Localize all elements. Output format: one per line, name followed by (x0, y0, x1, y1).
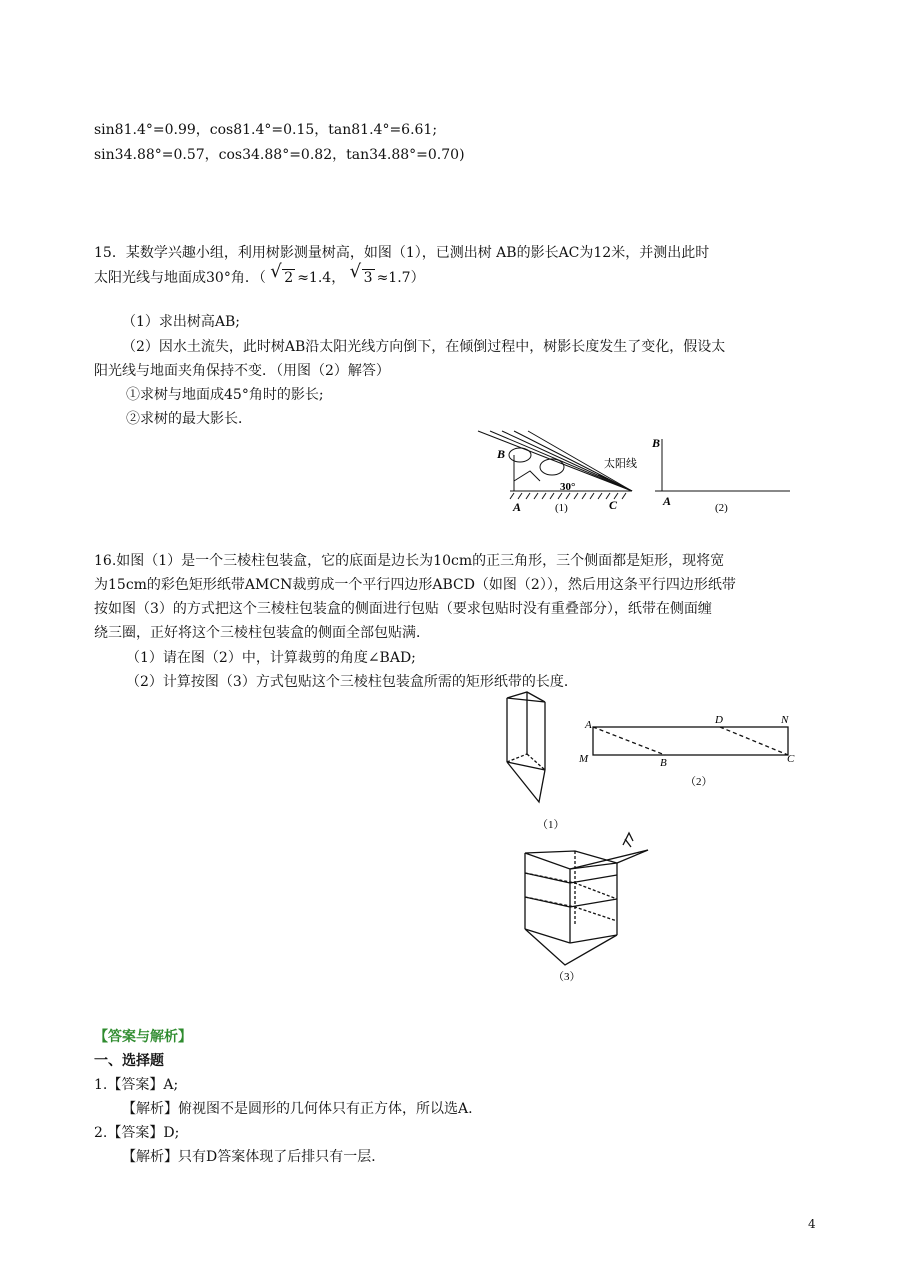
fig16-3-caption: （3） (553, 971, 581, 983)
q16-line-1: 16.如图（1）是一个三棱柱包装盒，它的底面是边长为10cm的正三角形，三个侧面都是矩形，现将宽 (94, 553, 725, 569)
q16-figures-1-2 (495, 690, 805, 840)
fig16-1-caption: （1） (537, 819, 565, 831)
fig2-label-B: B (652, 436, 661, 450)
fig16-2-label-A: A (585, 719, 592, 731)
q15-line-2-text: 太阳光线与地面成30°角．（ (94, 270, 266, 286)
q15-line-1: 15．某数学兴趣小组，利用树影测量树高，如图（1），已测出树 AB的影长AC为12米，并测出此时 (94, 245, 710, 261)
fig2-label-A: A (663, 494, 672, 508)
fig16-2-label-M: M (579, 753, 589, 765)
q16-figure-3 (515, 825, 660, 985)
fig16-2-label-N: N (781, 714, 789, 726)
fig16-2-label-B: B (660, 757, 667, 769)
answer-1: 1.【答案】A; (94, 1077, 179, 1093)
q15-sub-1: ①求树与地面成45°角时的影长; (126, 387, 324, 403)
trig-line-1: sin81.4°=0.99，cos81.4°=0.15，tan81.4°=6.61; (94, 122, 438, 138)
q15-part-2b: 阳光线与地面夹角保持不变．（用图（2）解答） (94, 363, 390, 379)
answer-2: 2.【答案】D; (94, 1125, 180, 1141)
approx-3: ≈1.7） (376, 270, 425, 286)
fig1-caption: (1) (555, 502, 568, 514)
q16-line-3: 按如图（3）的方式把这个三棱柱包装盒的侧面进行包贴（要求包贴时没有重叠部分），纸带在侧面缠 (94, 601, 712, 617)
q15-part-1: （1）求出树高AB; (122, 314, 241, 330)
trig-line-2: sin34.88°=0.57，cos34.88°=0.82，tan34.88°=0.70) (94, 147, 465, 163)
answer-1-explanation: 【解析】俯视图不是圆形的几何体只有正方体，所以选A. (122, 1101, 473, 1117)
q15-part-2a: （2）因水土流失，此时树AB沿太阳光线方向倒下，在倾倒过程中，树影长度发生了变化，假设太 (122, 339, 726, 355)
answers-section: 一、选择题 (94, 1053, 164, 1069)
q16-line-2: 为15cm的彩色矩形纸带AMCN裁剪成一个平行四边形ABCD（如图（2）），然后用这条平行四边形纸带 (94, 577, 736, 593)
q16-line-4: 绕三圈，正好将这个三棱柱包装盒的侧面全部包贴满． (94, 625, 430, 641)
page-number: 4 (808, 1217, 816, 1231)
fig16-2-caption: （2） (685, 776, 713, 788)
fig1-label-A: A (513, 500, 522, 514)
approx-2: ≈1.4， (297, 270, 346, 286)
fig1-sun-label: 太阳线 (604, 458, 637, 470)
fig16-2-label-C: C (787, 753, 795, 765)
q15-figure (470, 425, 800, 520)
fig1-angle: 30° (560, 481, 576, 493)
sqrt-2: √ 2 (270, 261, 294, 286)
answer-2-explanation: 【解析】只有D答案体现了后排只有一层． (122, 1149, 386, 1165)
q15-line-2 (94, 261, 425, 288)
fig16-2-label-D: D (715, 714, 723, 726)
fig1-label-B: B (497, 447, 506, 461)
fig2-caption: (2) (715, 502, 728, 514)
q15-sub-2: ②求树的最大影长． (126, 411, 252, 427)
fig1-label-C: C (609, 498, 618, 512)
q16-part-2: （2）计算按图（3）方式包贴这个三棱柱包装盒所需的矩形纸带的长度． (126, 674, 578, 690)
q16-part-1: （1）请在图（2）中，计算裁剪的角度∠BAD; (126, 650, 416, 666)
answers-header: 【答案与解析】 (94, 1029, 192, 1045)
sqrt-3: √ 3 (349, 261, 373, 286)
